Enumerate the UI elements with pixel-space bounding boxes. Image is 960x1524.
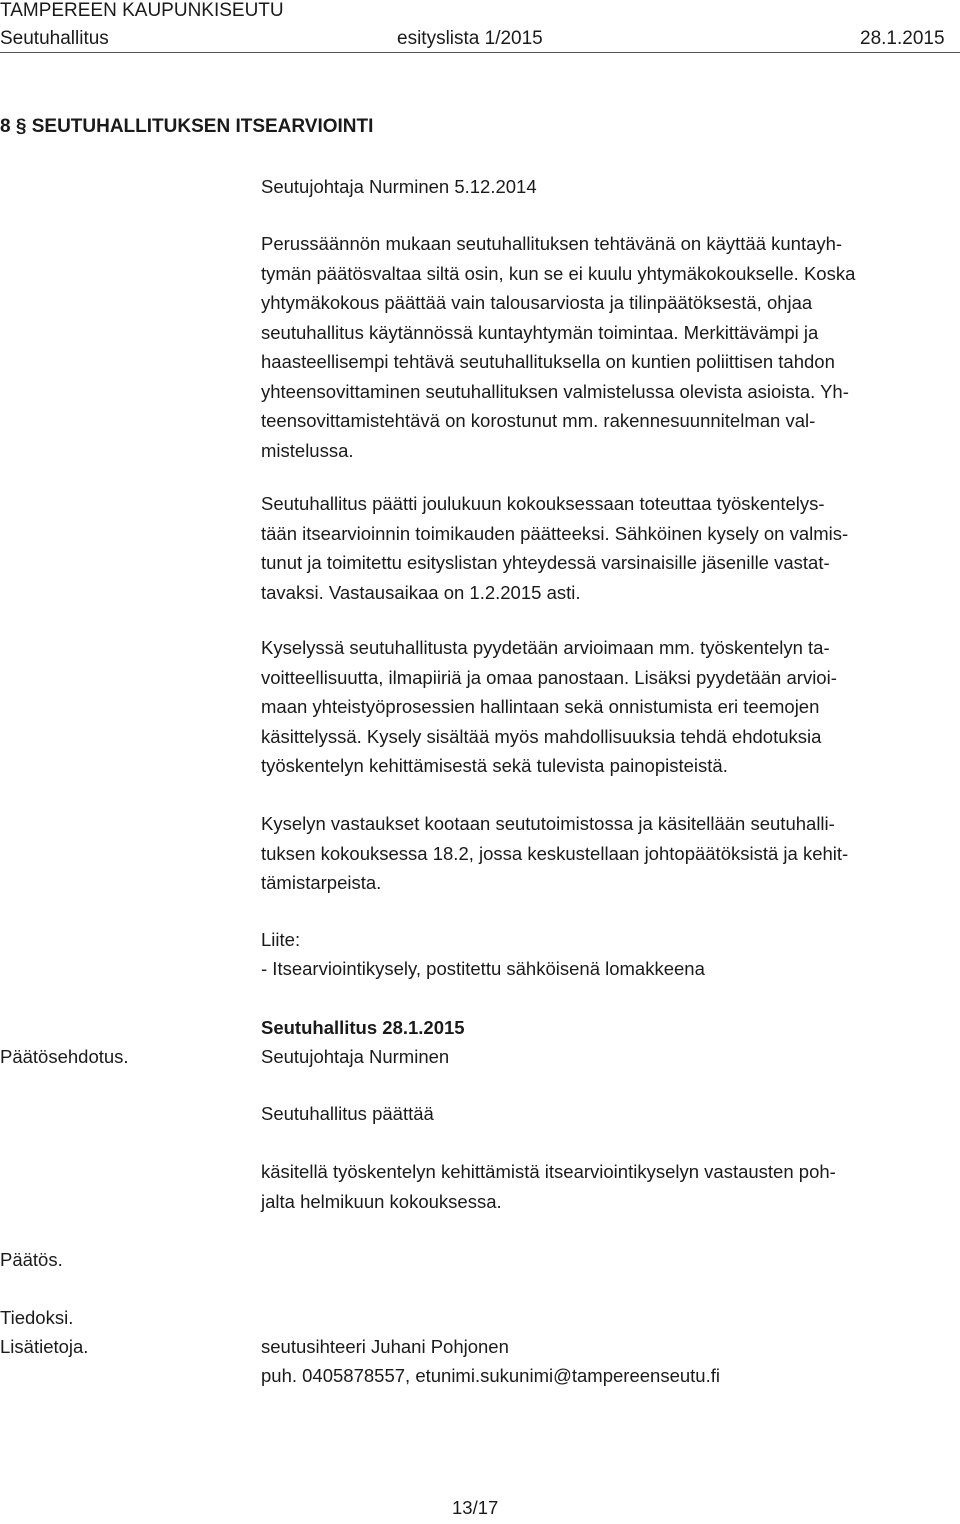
paragraph-line: tuksen kokouksessa 18.2, jossa keskustellaan johtopäätöksistä ja kehit-	[261, 842, 849, 864]
header-date: 28.1.2015	[860, 28, 945, 49]
paragraph-line: haasteellisempi tehtävä seutuhallituksella on kuntien poliittisen tahdon	[261, 351, 835, 372]
proposal-text	[261, 1157, 836, 1216]
paragraph-line: voitteellisuutta, ilmapiiriä ja omaa panostaan. Lisäksi pyydetään arvioi-	[261, 666, 837, 688]
section-title-text: SEUTUHALLITUKSEN ITSEARVIOINTI	[31, 116, 374, 137]
paragraph-line: tään itsearvioinnin toimikauden päätteeksi. Sähköinen kysely on valmis-	[261, 522, 849, 544]
paragraph-line: tämistarpeista.	[261, 872, 382, 893]
more-info-label: Lisätietoja.	[0, 1336, 89, 1357]
contact-phone-email: puh. 0405878557, etunimi.sukunimi@tampereenseutu.fi	[261, 1365, 720, 1386]
paragraph-line: yhtymäkokous päättää vain talousarviosta ja tilinpäätöksestä, ohjaa	[261, 292, 813, 313]
header-body: Seutuhallitus	[0, 28, 109, 49]
header-rule	[0, 52, 960, 53]
attachment-label: Liite:	[261, 929, 301, 950]
paragraph-3	[261, 633, 837, 781]
preparer: Seutujohtaja Nurminen 5.12.2014	[261, 176, 537, 197]
paragraph-line: maan yhteistyöprosessien hallintaan sekä onnistumista eri teemojen	[261, 696, 820, 717]
header-org: TAMPEREEN KAUPUNKISEUTU	[0, 0, 284, 21]
paragraph-line: teensovittamistehtävä on korostunut mm. rakennesuunnitelman val-	[261, 410, 816, 431]
paragraph-line: seutuhallitus käytännössä kuntayhtymän toimintaa. Merkittävämpi ja	[261, 321, 819, 343]
attachment-item: - Itsearviointikysely, postitettu sähköisenä lomakkeena	[261, 958, 705, 979]
paragraph-line: tavaksi. Vastausaikaa on 1.2.2015 asti.	[261, 581, 581, 603]
paragraph-2	[261, 489, 848, 607]
section-number: 8	[0, 116, 11, 137]
paragraph-line: Seutuhallitus päätti joulukuun kokouksessaan toteuttaa työskentelys-	[261, 493, 825, 514]
proposal-decides: Seutuhallitus päättää	[261, 1103, 434, 1124]
paragraph-line: työskentelyn kehittämisestä sekä tulevista painopisteistä.	[261, 755, 728, 776]
paragraph-line: Perussäännön mukaan seutuhallituksen tehtävänä on käyttää kuntayh-	[261, 233, 843, 254]
paragraph-1	[261, 229, 855, 465]
paragraph-line: käsittelyssä. Kysely sisältää myös mahdollisuuksia tehdä ehdotuksia	[261, 725, 822, 747]
paragraph-line: Kyselyn vastaukset kootaan seututoimistossa ja käsitellään seutuhalli-	[261, 813, 835, 834]
proposal-presenter: Seutujohtaja Nurminen	[261, 1046, 450, 1067]
paragraph-line: yhteensovittaminen seutuhallituksen valmistelussa olevista asioista. Yh-	[261, 380, 849, 402]
page-number: 13/17	[452, 1497, 499, 1518]
contact-person: seutusihteeri Juhani Pohjonen	[261, 1336, 509, 1357]
paragraph-line: Kyselyssä seutuhallitusta pyydetään arvioimaan mm. työskentelyn ta-	[261, 637, 830, 658]
paragraph-line: käsitellä työskentelyn kehittämistä itsearviointikyselyn vastausten poh-	[261, 1161, 836, 1182]
paragraph-line: tymän päätösvaltaa siltä osin, kun se ei kuulu yhtymäkokoukselle. Koska	[261, 262, 856, 284]
proposal-meeting: Seutuhallitus 28.1.2015	[261, 1017, 465, 1038]
decision-label: Päätös.	[0, 1249, 63, 1270]
section-symbol: §	[15, 116, 27, 137]
info-label: Tiedoksi.	[0, 1307, 74, 1328]
paragraph-line: jalta helmikuun kokouksessa.	[261, 1190, 502, 1212]
proposal-side-label: Päätösehdotus.	[0, 1046, 129, 1067]
header-agenda: esityslista 1/2015	[397, 28, 543, 49]
paragraph-line: tunut ja toimitettu esityslistan yhteydessä varsinaisille jäsenille vastat-	[261, 552, 830, 573]
paragraph-line: mistelussa.	[261, 439, 354, 461]
paragraph-4	[261, 809, 848, 898]
section-title	[0, 116, 373, 138]
